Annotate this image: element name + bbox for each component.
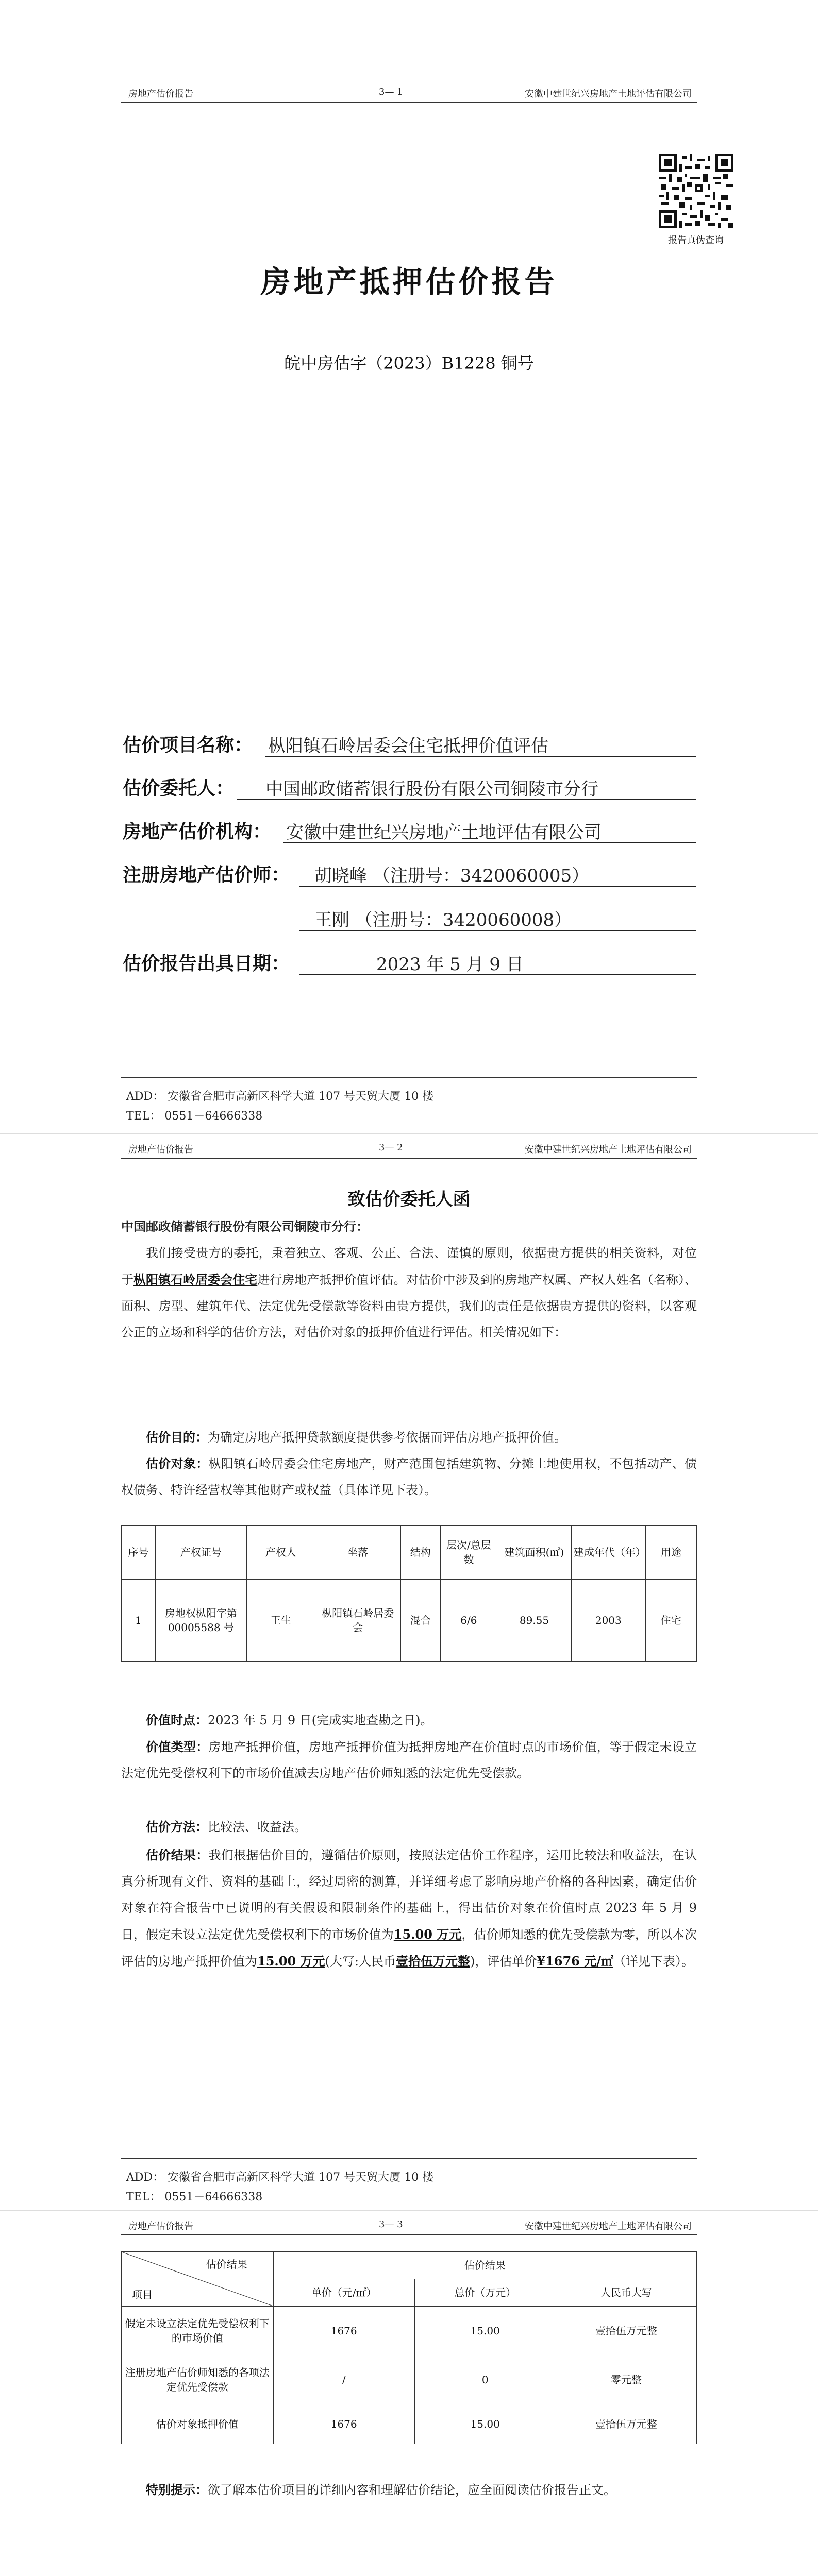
time-label: 价值时点： [146,1713,208,1727]
col-header: 建成年代（年） [571,1526,645,1580]
intro-text-a: 我们接受贵方的委托，秉着独立、客观、公正、合法、谨慎的原则，依据贵方提供的相关资料，对位于 [121,1246,697,1287]
page-footer [126,2168,433,2207]
type-label: 价值类型： [146,1739,209,1754]
header-left: 房地产估价报告 [128,2221,193,2232]
page-separator [0,2210,818,2211]
report-number: 皖中房估字（2023）B1228 铜号 [284,353,534,373]
header-rule [121,1158,697,1159]
col-header: 结构 [400,1526,440,1580]
appraiser-2: 王刚 （注册号：3420060008） [314,910,572,930]
agency-value: 安徽中建世纪兴房地产土地评估有限公司 [286,822,602,843]
appraiser-1-underline [299,886,696,887]
letter-intro [121,1240,697,1346]
footer-address: ADD： 安徽省合肥市高新区科学大道 107 号天贸大厦 10 楼 [126,1090,434,1103]
table-cell: 0 [414,2355,556,2404]
table-cell: 壹拾伍万元整 [556,2404,696,2444]
table-cell: 15.00 [414,2404,556,2444]
object-para [121,1450,697,1503]
time-para [121,1707,697,1734]
qr-code-image [659,154,733,228]
report-title: 房地产抵押估价报告 [260,264,558,299]
footer-rule [121,2158,697,2159]
footer-tel: TEL： 0551－64666338 [126,2191,263,2204]
purpose-text: 为确定房地产抵押贷款额度提供参考依据而评估房地产抵押价值。 [208,1430,566,1445]
table-cell: 王生 [247,1580,315,1662]
intro-address: 枞阳镇石岭居委会住宅 [133,1272,258,1287]
diag-top-label: 估价结果 [206,2258,247,2270]
header-company: 安徽中建世纪兴房地产土地评估有限公司 [525,2221,692,2232]
appraiser-2-underline [299,930,696,931]
table-cell: / [273,2355,414,2404]
type-para [121,1734,697,1787]
table-cell: 2003 [571,1580,645,1662]
col-header: 坐落 [315,1526,400,1580]
object-text: 枞阳镇石岭居委会住宅房地产，财产范围包括建筑物、分摊土地使用权，不包括动产、债权债务、特许经营权等其他财产或权益（具体详见下表）。 [121,1456,697,1497]
purpose-label: 估价目的： [146,1430,208,1445]
letter-addressee: 中国邮政储蓄银行股份有限公司铜陵市分行： [121,1219,369,1234]
client-underline [237,799,696,800]
mortgage-value: 15.00 万元 [257,1954,325,1969]
type-text: 房地产抵押价值，房地产抵押价值为抵押房地产在价值时点的市场价值，等于假定未设立法定优先受偿权利下的市场价值减去房地产估价师知悉的法定优先受偿款。 [121,1740,697,1781]
table-header-row [122,2252,697,2279]
header-company: 安徽中建世纪兴房地产土地评估有限公司 [525,89,692,99]
table-cell: 枞阳镇石岭居委会 [315,1580,400,1662]
valuation-result-table [121,2251,697,2444]
result-text-e: (大写:人民币 [325,1954,396,1969]
col-header: 建筑面积(㎡) [497,1526,572,1580]
date-underline [299,974,696,975]
unit-price: ¥1676 元/㎡ [537,1954,613,1969]
table-cell: 1 [122,1580,156,1662]
method-para [121,1814,697,1840]
tip-label: 特别提示： [146,2482,208,2497]
header-rule [121,102,697,103]
mortgage-value-words: 壹拾伍万元整 [395,1954,470,1969]
agency-underline [283,842,696,843]
table-cell: 1676 [273,2404,414,2444]
col-header: 用途 [645,1526,696,1580]
time-text: 2023 年 5 月 9 日(完成实地查勘之日)。 [208,1713,433,1727]
table-cell: 假定未设立法定优先受偿权利下的市场价值 [122,2307,274,2355]
footer-rule [121,1077,697,1078]
header-company: 安徽中建世纪兴房地产土地评估有限公司 [525,1144,692,1155]
header-page-number: 3— 1 [379,87,403,97]
table-cell: 注册房地产估价师知悉的各项法定优先受偿款 [122,2355,274,2404]
col-header: 层次/总层数 [440,1526,497,1580]
table-cell: 零元整 [556,2355,696,2404]
table-cell: 混合 [400,1580,440,1662]
table-cell: 1676 [273,2307,414,2355]
market-value: 15.00 万元 [393,1927,462,1942]
page-1 [0,0,818,1123]
col-header: 序号 [122,1526,156,1580]
table-cell: 住宅 [645,1580,696,1662]
table-row [122,1580,697,1662]
table-cell: 壹拾伍万元整 [556,2307,696,2355]
agency-label: 房地产估价机构： [123,821,272,842]
table-row [122,2355,697,2404]
object-label: 估价对象： [146,1456,209,1471]
footer-tel: TEL： 0551－64666338 [126,1110,263,1123]
footer-address: ADD： 安徽省合肥市高新区科学大道 107 号天贸大厦 10 楼 [126,2171,434,2184]
date-value: 2023 年 5 月 9 日 [376,954,524,975]
table-cell: 估价对象抵押价值 [122,2404,274,2444]
col-header: 总价（万元） [414,2279,556,2307]
header-rule [121,2234,697,2235]
result-text-i: （详见下表）。 [613,1954,694,1969]
result-label: 估价结果： [146,1848,209,1862]
group-header: 估价结果 [273,2252,696,2279]
page-2 [0,1136,818,2218]
special-tip [121,2477,697,2503]
header-page-number: 3— 3 [379,2219,403,2230]
appraiser-1: 胡晓峰 （注册号：3420060005） [314,866,590,886]
letter-title: 致估价委托人函 [347,1189,471,1210]
result-text-c: ，估价师知悉的优先受偿款为零，所以本次评估的房地产抵押价值为 [121,1927,697,1969]
header-left: 房地产估价报告 [128,1144,193,1155]
project-value: 枞阳镇石岭居委会住宅抵押价值评估 [268,736,548,756]
col-header: 产权人 [247,1526,315,1580]
table-cell: 房地权枞阳字第 00005588 号 [155,1580,246,1662]
result-para [121,1842,697,1975]
col-header: 产权证号 [155,1526,246,1580]
table-cell: 89.55 [497,1580,572,1662]
table-cell: 15.00 [414,2307,556,2355]
project-underline [265,756,696,757]
col-header: 单价（元/㎡） [273,2279,414,2307]
qr-caption: 报告真伪查询 [668,235,724,246]
diag-bottom-label: 项目 [132,2289,153,2301]
intro-text-c: 进行房地产抵押价值评估。对估价中涉及到的房地产权属、产权人姓名（名称）、面积、房型、建筑年代、法定优先受偿款等资料由贵方提供，我们的责任是依据贵方提供的资料，以客观公正的立场和科学的估价方法，对估价对象的抵押价值进行评估。相关情况如下： [121,1273,697,1340]
property-table [121,1525,697,1662]
header-page-number: 3— 2 [379,1142,403,1153]
appraiser-label: 注册房地产估价师： [123,864,290,886]
table-cell: 6/6 [440,1580,497,1662]
result-text-a: 我们根据估价目的，遵循估价原则，按照法定估价工作程序，运用比较法和收益法，在认真分析现有文件、资料的基础上，经过周密的测算，并详细考虑了影响房地产价格的各种因素，确定估价对象在符合报告中已说明的有关假设和限制条件的基础上，得出估价对象在价值时点 2023 年 5 月 9 日，假定未设立法定优先受偿权利下的市场价值为 [121,1848,697,1942]
header-left: 房地产估价报告 [128,89,193,99]
method-label: 估价方法： [146,1819,208,1834]
col-header: 人民币大写 [556,2279,696,2307]
date-label: 估价报告出具日期： [123,953,290,974]
table-row [122,2307,697,2355]
page-separator [0,1133,818,1134]
client-value: 中国邮政储蓄银行股份有限公司铜陵市分行 [265,779,598,800]
result-text-g: )，评估单价 [470,1954,537,1969]
page-footer [126,1087,433,1126]
purpose-para [121,1424,697,1451]
project-label: 估价项目名称： [123,734,253,756]
table-header-row [122,1526,697,1580]
client-label: 估价委托人： [123,777,235,799]
diagonal-header-cell [122,2252,274,2307]
method-text: 比较法、收益法。 [208,1820,307,1834]
table-row [122,2404,697,2444]
tip-text: 欲了解本估价项目的详细内容和理解估价结论，应全面阅读估价报告正文。 [208,2483,616,2497]
